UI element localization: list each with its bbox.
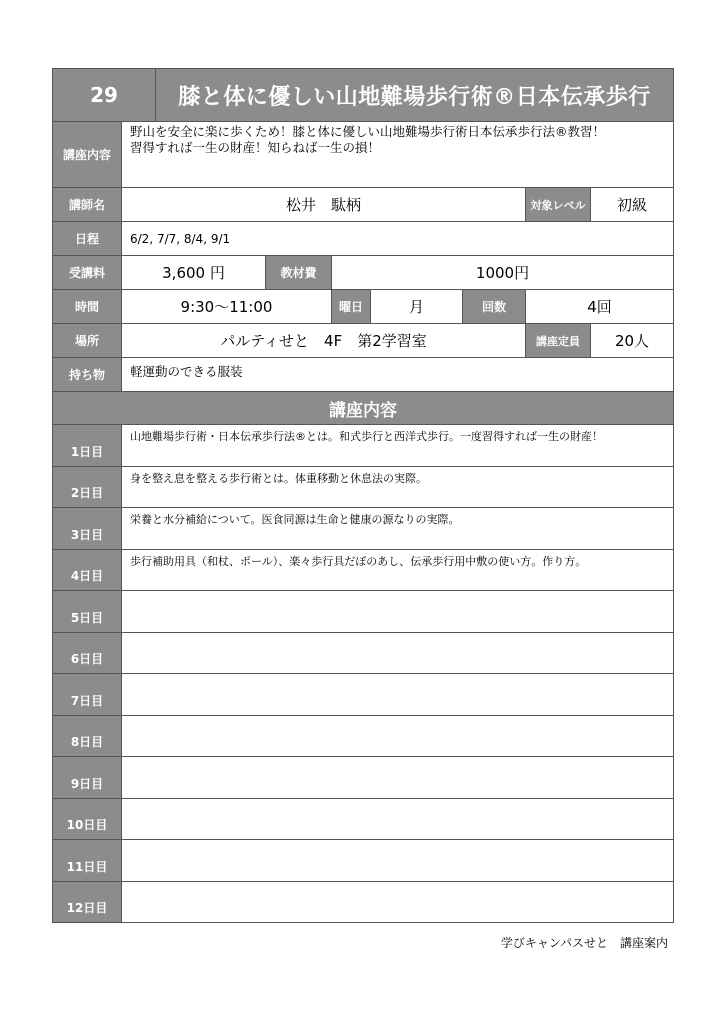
day-label: 3日目 [53, 508, 122, 550]
course-number: 29 [53, 69, 156, 122]
day-label: 1日目 [53, 425, 122, 467]
day-rows [53, 425, 674, 923]
day-row [53, 840, 674, 882]
instructor-value: 松井 駄柄 [122, 188, 526, 222]
level-value: 初級 [591, 188, 674, 222]
course-info-table [52, 68, 674, 425]
day-label: 7日目 [53, 674, 122, 716]
day-content [122, 881, 674, 923]
day-row [53, 674, 674, 716]
capacity-value: 20人 [591, 324, 674, 358]
day-row [53, 632, 674, 674]
day-content: 身を整え息を整える歩行術とは。体重移動と休息法の実際。 [122, 466, 674, 508]
count-value: 4回 [526, 290, 674, 324]
weekday-value: 月 [371, 290, 463, 324]
capacity-label: 講座定員 [526, 324, 591, 358]
fee-label: 受講料 [53, 256, 122, 290]
section-header: 講座内容 [53, 392, 674, 425]
day-label: 6日目 [53, 632, 122, 674]
count-label: 回数 [463, 290, 526, 324]
level-label: 対象レベル [526, 188, 591, 222]
belongings-label: 持ち物 [53, 358, 122, 392]
day-row [53, 715, 674, 757]
day-row [53, 798, 674, 840]
content-line-1: 野山を安全に楽に歩くため！膝と体に優しい山地難場歩行術日本伝承歩行法®教習！ [130, 124, 606, 139]
day-content [122, 591, 674, 633]
content-line-2: 習得すれば一生の財産！知らねば一生の損！ [130, 140, 381, 155]
fee-value: 3,600 円 [122, 256, 266, 290]
day-row [53, 508, 674, 550]
place-label: 場所 [53, 324, 122, 358]
course-sheet [52, 68, 673, 923]
day-row [53, 881, 674, 923]
day-content [122, 798, 674, 840]
schedule-value: 6/2, 7/7, 8/4, 9/1 [122, 222, 674, 256]
day-content: 歩行補助用具（和杖、ポール）、楽々歩行具だぼのあし、伝承歩行用中敷の使い方。作り方。 [122, 549, 674, 591]
day-label: 10日目 [53, 798, 122, 840]
weekday-label: 曜日 [332, 290, 371, 324]
day-label: 11日目 [53, 840, 122, 882]
day-content [122, 840, 674, 882]
day-label: 9日目 [53, 757, 122, 799]
material-fee-label: 教材費 [266, 256, 332, 290]
day-content [122, 757, 674, 799]
day-row [53, 425, 674, 467]
day-content: 栄養と水分補給について。医食同源は生命と健康の源なりの実際。 [122, 508, 674, 550]
material-fee-value: 1000円 [332, 256, 674, 290]
day-label: 12日目 [53, 881, 122, 923]
day-content [122, 674, 674, 716]
day-label: 5日目 [53, 591, 122, 633]
day-row [53, 591, 674, 633]
day-row [53, 757, 674, 799]
time-label: 時間 [53, 290, 122, 324]
course-title: 膝と体に優しい山地難場歩行術®日本伝承歩行 [156, 69, 674, 122]
day-content [122, 715, 674, 757]
time-value: 9:30～11:00 [122, 290, 332, 324]
footer-text: 学びキャンパスせと 講座案内 [500, 936, 668, 950]
day-content: 山地難場歩行術・日本伝承歩行法®とは。和式歩行と西洋式歩行。一度習得すれば一生の財産！ [122, 425, 674, 467]
day-label: 8日目 [53, 715, 122, 757]
schedule-label: 日程 [53, 222, 122, 256]
day-row [53, 466, 674, 508]
day-label: 2日目 [53, 466, 122, 508]
instructor-label: 講師名 [53, 188, 122, 222]
daily-schedule-table [52, 424, 674, 923]
day-row [53, 549, 674, 591]
content-description [122, 122, 674, 188]
content-label: 講座内容 [53, 122, 122, 188]
day-label: 4日目 [53, 549, 122, 591]
place-value: パルティせと 4F 第2学習室 [122, 324, 526, 358]
day-content [122, 632, 674, 674]
belongings-value: 軽運動のできる服装 [122, 358, 674, 392]
